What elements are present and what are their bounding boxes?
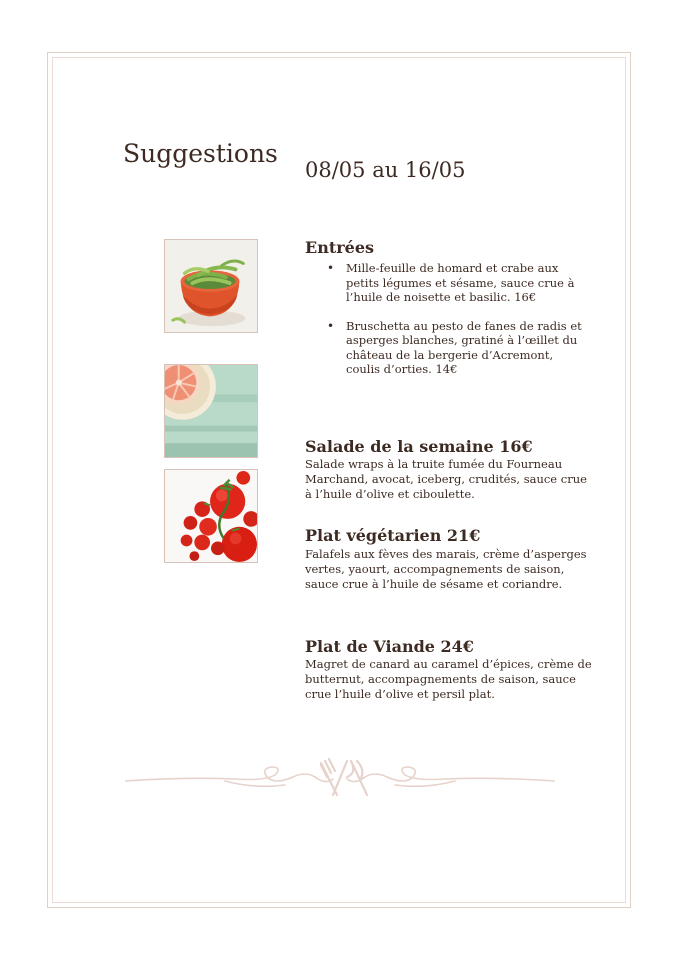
entrees-title: Entrées xyxy=(305,238,375,257)
entree-item: • Bruschetta au pesto de fanes de radis et asperges blanches, gratiné à l’œillet du château de la bergerie d’Acremont, coulis d’orties. 14€ xyxy=(346,319,590,377)
grapefruit-photo xyxy=(164,364,258,458)
salade-description: Salade wraps à la truite fumée du Fourneau Marchand, avocat, iceberg, crudités, sauce crue à l’huile d’olive et ciboulette. xyxy=(305,457,587,501)
salade-title: Salade de la semaine 16€ xyxy=(305,437,533,456)
viande-description: Magret de canard au caramel d’épices, crème de butternut, accompagnements de saison, sauce crue l’huile d’olive et persil plat. xyxy=(305,657,592,701)
entree-item: • Mille-feuille de homard et crabe aux petits légumes et sésame, sauce crue à l’huile de noisette et basilic. 16€ xyxy=(346,261,590,305)
entrees-list xyxy=(346,261,590,391)
green-beans-photo xyxy=(164,239,258,333)
grapefruit-image xyxy=(165,365,257,457)
tomatoes-image xyxy=(165,470,257,562)
viande-title: Plat de Viande 24€ xyxy=(305,637,474,656)
date-range: 08/05 au 16/05 xyxy=(305,158,466,182)
cutlery-flourish-ornament xyxy=(125,755,555,805)
vegetarien-description: Falafels aux fèves des marais, crème d’asperges vertes, yaourt, accompagnements de saison, sauce crue à l’huile de sésame et coriandre. xyxy=(305,547,587,591)
page-title: Suggestions xyxy=(123,139,278,168)
tomatoes-photo xyxy=(164,469,258,563)
vegetarien-title: Plat végétarien 21€ xyxy=(305,526,481,545)
green-beans-image xyxy=(165,240,257,332)
